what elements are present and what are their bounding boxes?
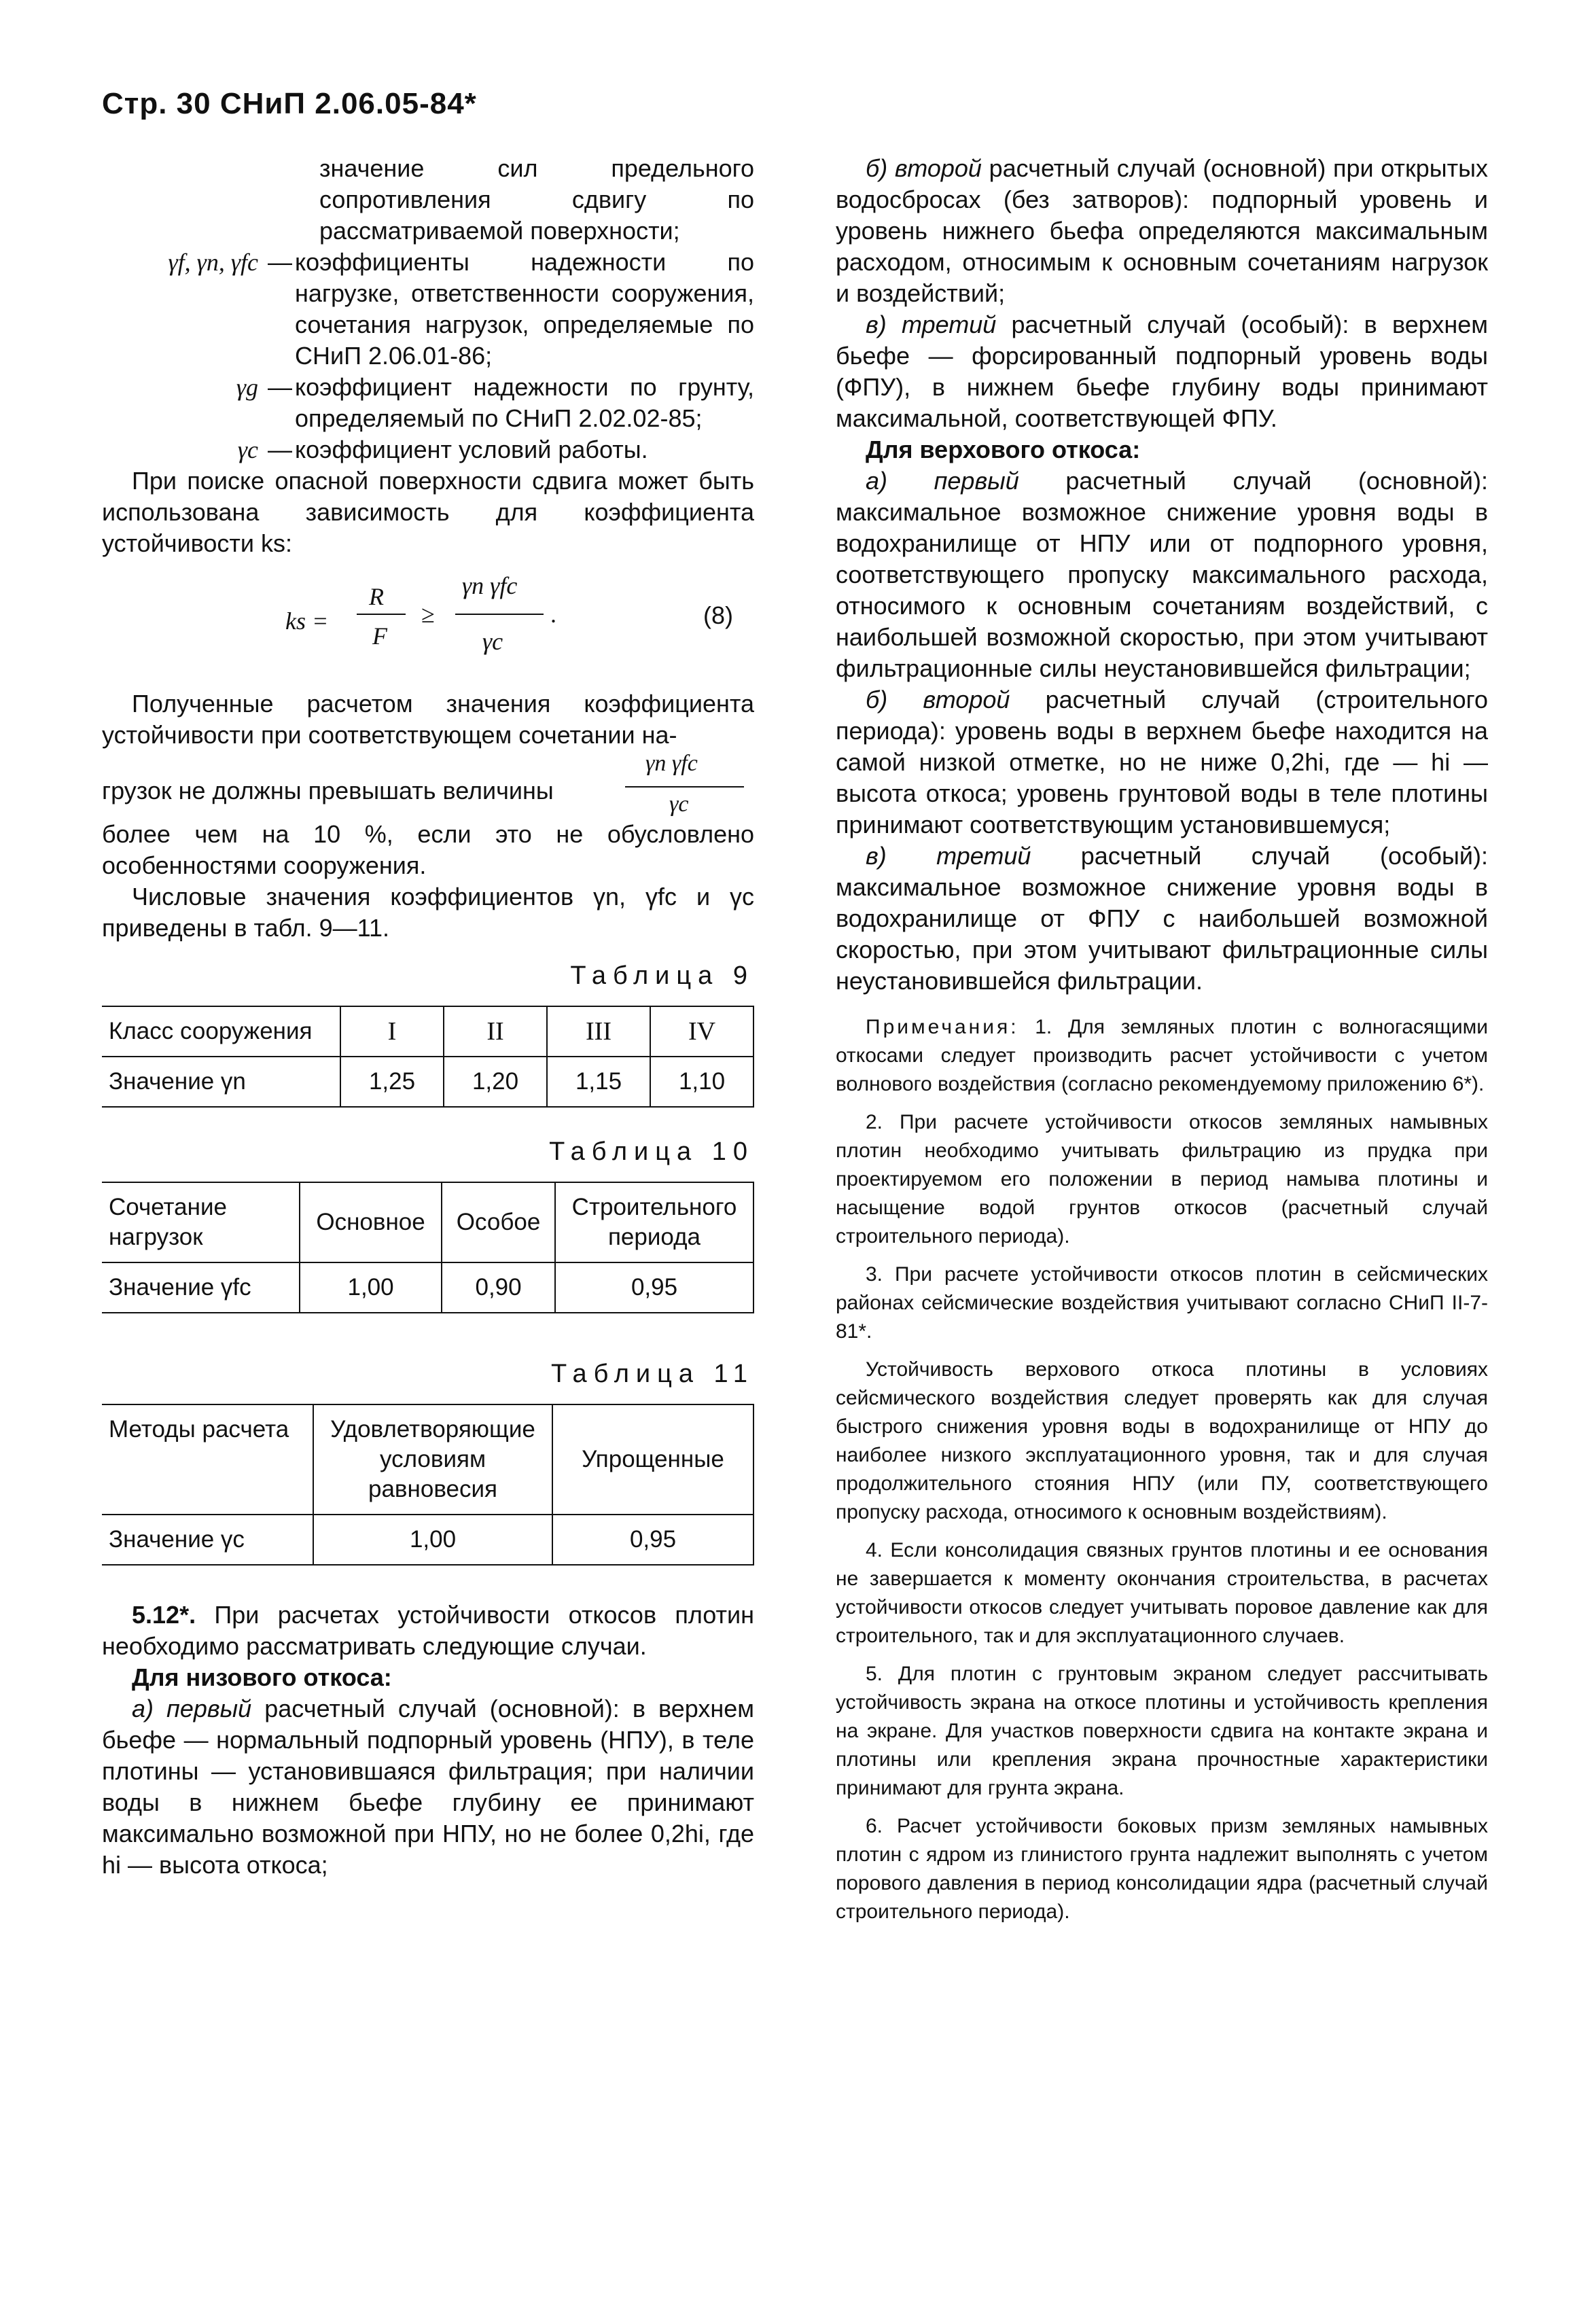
- definition-text: коэффициенты надежности по нагрузке, ответственности сооружения, сочетания нагрузок, определяемые по СНиП 2.06.01-86;: [295, 248, 754, 370]
- note-3: 3. При расчете устойчивости откосов плотин в сейсмических районах сейсмические воздействия учитывают согласно СНиП II-7-81*.: [836, 1263, 1488, 1343]
- section-number: 5.12*.: [132, 1601, 196, 1629]
- paragraph-results-end: более чем на 10 %, если это не обусловлено особенностями сооружения.: [102, 820, 754, 879]
- heading-downstream-slope: Для низового откоса:: [132, 1663, 392, 1691]
- table-11-caption: Таблица 11: [551, 1360, 754, 1388]
- notes-label: Примечания:: [866, 1016, 1019, 1038]
- table-row: Значение γc 1,00 0,95: [102, 1515, 753, 1565]
- note-4: 4. Если консолидация связных грунтов плотины и ее основания не завершается к моменту окончания строительства, в расчетах устойчивости откосов следует учитывать поровое давление как для строительного, так и для эксплуатационного случаев.: [836, 1539, 1488, 1647]
- note-5: 5. Для плотин с грунтовым экраном следует рассчитывать устойчивость экрана на откосе плотины и устойчивость крепления на экране. Для участков поверхности сдвига на контакте экрана и плотины или крепления экрана прочностные характеристики принимают для грунта экрана.: [836, 1663, 1488, 1799]
- case-upstream-c: в) третий расчетный случай (особый): максимальное возможное снижение уровня воды в водохранилище от ФПУ с наибольшей возможной скоростью, при этом учитывают фильтрационные силы неустановившейся фильтрации.: [836, 842, 1488, 995]
- definition-symbol: γg: [236, 374, 258, 401]
- table-row: Класс сооружения I II III IV: [102, 1006, 753, 1057]
- definition-gamma-g: γg — коэффициент надежности по грунту, определяемый по СНиП 2.02.02-85;: [102, 372, 754, 434]
- case-downstream-c: в) третий расчетный случай (особый): в верхнем бьефе — форсированный подпорный уровень воды (ФПУ), в нижнем бьефе глубину воды принимают максимальной, соответствующей ФПУ.: [836, 311, 1488, 432]
- definition-gamma-c: γc — коэффициент условий работы.: [102, 434, 754, 465]
- table-row: Значение γfc 1,00 0,90 0,95: [102, 1262, 753, 1313]
- section-5-12: 5.12*. При расчетах устойчивости откосов плотин необходимо рассматривать следующие случаи.: [102, 1601, 754, 1660]
- definition-symbol: γf, γn, γfc: [168, 249, 258, 276]
- case-upstream-b: б) второй расчетный случай (строительного периода): уровень воды в верхнем бьефе находится на самой низкой отметке, но не ниже 0,2hi, где — hi — высота откоса; уровень грунтовой воды в теле плотины принимают соответствующим установившемуся;: [836, 686, 1488, 838]
- heading-upstream-slope: Для верхового откоса:: [866, 436, 1141, 463]
- table-11: [102, 1404, 754, 1566]
- table-10-caption: Таблица 10: [549, 1137, 754, 1166]
- page-header: Стр. 30 СНиП 2.06.05-84*: [102, 87, 477, 120]
- note-1: Примечания: 1. Для земляных плотин с волногасящими откосами следует производить расчет устойчивости с учетом волнового воздействия (согласно рекомендуемому приложению 6*).: [836, 1016, 1488, 1095]
- paragraph-values-ref: Числовые значения коэффициентов γn, γfc и γc приведены в табл. 9—11.: [102, 883, 754, 942]
- note-3-continued: Устойчивость верхового откоса плотины в условиях сейсмического воздействия следует проверять как для случая быстрого снижения уровня воды в водохранилище от НПУ до наиболее низкого эксплуатационного уровня, так и для случая продолжительного стояния НПУ (или ПУ, соответствующего пропуску расхода, относимого к основным воздействиям).: [836, 1358, 1488, 1523]
- definition-symbol: γc: [237, 436, 258, 463]
- note-2: 2. При расчете устойчивости откосов земляных намывных плотин необходимо учитывать фильтрацию из прудка при проектируемом его положении в период намыва плотины и насыщение водой грунтов откосов (расчетный случай строительного периода).: [836, 1111, 1488, 1248]
- case-downstream-a: а) первый расчетный случай (основной): в верхнем бьефе — нормальный подпорный уровень (НПУ), в теле плотины — установившаяся фильтрация; при наличии воды в нижнем бьефе глубину ее принимают максимально возможной при НПУ, но не более 0,2hi, где hi — высота откоса;: [102, 1695, 754, 1879]
- left-column: [102, 153, 754, 1881]
- formula-8: ks = R F ≥ γn γfc γc . (8): [285, 572, 733, 655]
- definition-text: коэффициент надежности по грунту, определяемый по СНиП 2.02.02-85;: [295, 373, 754, 432]
- table-9-caption: Таблица 9: [570, 961, 754, 990]
- table-row: Сочетание нагрузок Основное Особое Строительного периода: [102, 1182, 753, 1262]
- definition-gamma-f: γf, γn, γfc — коэффициенты надежности по нагрузке, ответственности сооружения, сочетания нагрузок, определяемые по СНиП 2.06.01-86;: [102, 247, 754, 372]
- table-10: [102, 1182, 754, 1313]
- table-9: [102, 1006, 754, 1108]
- table-row: Значение γn 1,25 1,20 1,15 1,10: [102, 1057, 753, 1107]
- paragraph-search: При поиске опасной поверхности сдвига может быть использована зависимость для коэффициента устойчивости ks:: [102, 467, 754, 557]
- definition-continuation: значение сил предельного сопротивления сдвигу по рассматриваемой поверхности;: [319, 154, 754, 245]
- note-6: 6. Расчет устойчивости боковых призм земляных намывных плотин с ядром из глинистого грунта надлежит выполнять с учетом порового давления в период консолидации ядра (расчетный случай строительного периода).: [836, 1815, 1488, 1923]
- paragraph-results: Полученные расчетом значения коэффициента устойчивости при соответствующем сочетании на-: [102, 690, 754, 749]
- inline-fraction-line: грузок не должны превышать величины γn γfc γc: [102, 751, 754, 819]
- table-row: Методы расчета Удовлетворяющие условиям равновесия Упрощенные: [102, 1404, 753, 1515]
- right-column: [836, 153, 1488, 1926]
- case-downstream-b: б) второй расчетный случай (основной) при открытых водосбросах (без затворов): подпорный уровень и уровень нижнего бьефа определяются максимальным расходом, относимым к основным сочетаниям нагрузок и воздействий;: [836, 154, 1488, 307]
- case-upstream-a: а) первый расчетный случай (основной): максимальное возможное снижение уровня воды в водохранилище от НПУ или от подпорного уровня, соответствующего пропуску максимального расхода, относимого к основным сочетаниям воздействий, с наибольшей возможной скоростью, при этом учитывают фильтрационные силы неустановившейся фильтрации;: [836, 467, 1488, 682]
- definition-text: коэффициент условий работы.: [295, 436, 648, 463]
